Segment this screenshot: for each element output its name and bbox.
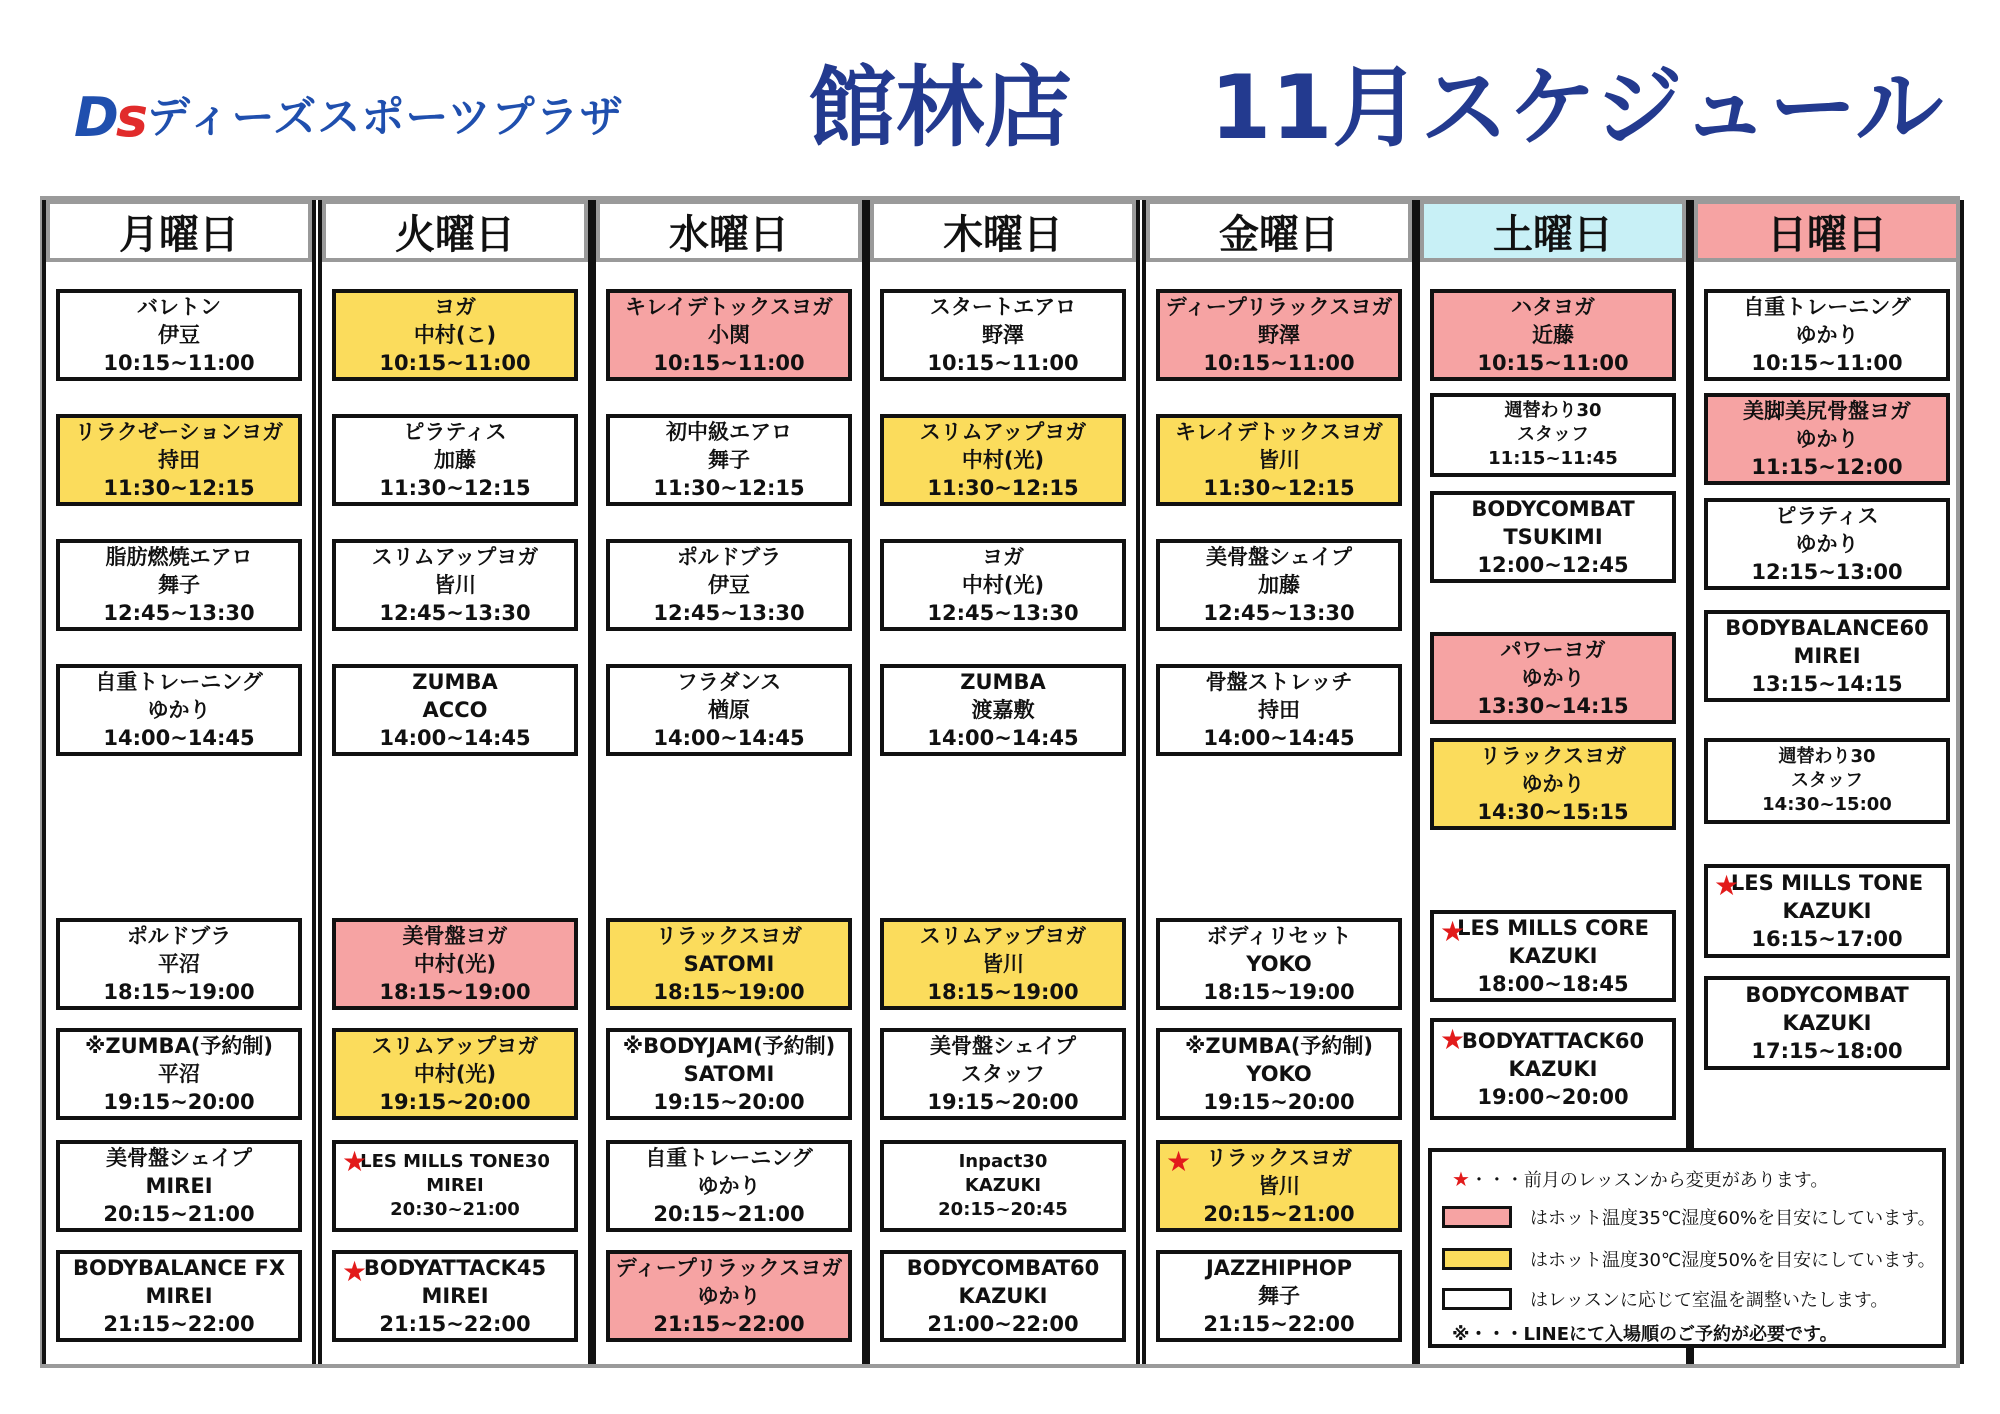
legend-yellow-text: はホット温度30℃湿度50%を目安にしています。: [1530, 1250, 1936, 1271]
lesson-name: BODYCOMBAT60: [906, 1256, 1100, 1280]
lesson-name: リラックスヨガ: [655, 924, 803, 948]
legend-star-text: ・・・前月のレッスンから変更があります。: [1469, 1170, 1829, 1191]
lesson-card: [332, 1250, 578, 1342]
lesson-instructor: 野澤: [1258, 323, 1300, 347]
lesson-time: 20:15~21:00: [1203, 1202, 1355, 1226]
legend-note-text: ※・・・LINEにて入場順のご予約が必要です。: [1452, 1324, 1838, 1345]
lesson-time: 12:45~13:30: [927, 601, 1079, 625]
lesson-instructor: ゆかり: [697, 1174, 761, 1198]
star-icon: ★: [1714, 869, 1740, 902]
lesson-time: 11:30~12:15: [1203, 476, 1355, 500]
lesson-time: 13:15~14:15: [1751, 672, 1903, 696]
lesson-card: [1704, 864, 1950, 958]
lesson-card: [880, 1250, 1126, 1342]
lesson-card: [332, 1028, 578, 1120]
lesson-card: [1704, 393, 1950, 485]
lesson-card: [56, 1250, 302, 1342]
lesson-instructor: スタッフ: [961, 1062, 1045, 1086]
lesson-card: [1704, 498, 1950, 590]
lesson-instructor: スタッフ: [1791, 770, 1863, 791]
lesson-card: [606, 664, 852, 756]
lesson-name: BODYATTACK60: [1461, 1029, 1645, 1053]
lesson-time: 21:15~22:00: [653, 1312, 805, 1336]
legend: [1428, 1148, 1946, 1348]
lesson-instructor: 中村(光): [413, 952, 497, 976]
lesson-name: スリムアップヨガ: [919, 420, 1087, 444]
day-header-wed: 水曜日: [596, 200, 862, 262]
lesson-name: 自重トレーニング: [1743, 295, 1911, 319]
lesson-instructor: 皆川: [982, 952, 1024, 976]
star-icon: ★: [1166, 1145, 1192, 1178]
lesson-card: [1430, 1018, 1676, 1120]
lesson-instructor: MIREI: [145, 1174, 213, 1198]
lesson-instructor: 加藤: [434, 448, 476, 472]
legend-pink-row: [1442, 1204, 1936, 1230]
lesson-time: 12:45~13:30: [379, 601, 531, 625]
lesson-time: 19:15~20:00: [653, 1090, 805, 1114]
lesson-instructor: ACCO: [422, 698, 488, 722]
lesson-instructor: 伊豆: [158, 323, 200, 347]
lesson-card: [1156, 414, 1402, 506]
lesson-instructor: 中村(光): [961, 448, 1045, 472]
lesson-name: ※BODYJAM(予約制): [622, 1034, 836, 1058]
lesson-instructor: 近藤: [1532, 323, 1574, 347]
lesson-time: 14:30~15:00: [1762, 794, 1892, 815]
lesson-instructor: 楢原: [708, 698, 750, 722]
white-swatch: [1442, 1288, 1512, 1310]
lesson-time: 19:15~20:00: [927, 1090, 1079, 1114]
lesson-instructor: KAZUKI: [1782, 899, 1872, 923]
lesson-name: ポルドブラ: [676, 545, 782, 569]
lesson-card: [56, 918, 302, 1010]
lesson-card: [606, 539, 852, 631]
lesson-card: [1156, 1140, 1402, 1232]
lesson-card: [880, 918, 1126, 1010]
lesson-instructor: 舞子: [1258, 1284, 1300, 1308]
legend-yellow-row: [1442, 1246, 1936, 1272]
lesson-instructor: MIREI: [426, 1175, 484, 1196]
lesson-instructor: 皆川: [434, 573, 476, 597]
lesson-name: リラックスヨガ: [1205, 1146, 1353, 1170]
lesson-time: 20:15~21:00: [103, 1202, 255, 1226]
lesson-time: 12:15~13:00: [1751, 560, 1903, 584]
brand-logo: [74, 86, 624, 149]
lesson-instructor: YOKO: [1246, 952, 1312, 976]
lesson-instructor: TSUKIMI: [1503, 525, 1603, 549]
lesson-card: [1156, 664, 1402, 756]
lesson-name: 自重トレーニング: [95, 670, 263, 694]
lesson-card: [1156, 539, 1402, 631]
lesson-name: 自重トレーニング: [645, 1146, 813, 1170]
lesson-instructor: ゆかり: [1795, 323, 1859, 347]
lesson-instructor: 皆川: [1258, 448, 1300, 472]
day-header-tue: 火曜日: [322, 200, 588, 262]
lesson-card: [606, 289, 852, 381]
lesson-time: 12:45~13:30: [653, 601, 805, 625]
lesson-name: ポルドブラ: [126, 924, 232, 948]
lesson-instructor: 中村(こ): [413, 323, 497, 347]
lesson-name: LES MILLS CORE: [1457, 916, 1649, 940]
lesson-name: ピラティス: [403, 420, 507, 444]
lesson-name: スタートエアロ: [929, 295, 1077, 319]
lesson-name: パワーヨガ: [1500, 638, 1606, 662]
lesson-name: BODYBALANCE60: [1725, 616, 1929, 640]
star-icon: ★: [1452, 1167, 1470, 1191]
lesson-name: 美骨盤シェイプ: [930, 1034, 1076, 1058]
star-icon: ★: [342, 1255, 368, 1288]
lesson-instructor: 加藤: [1258, 573, 1300, 597]
store-name: 館林店: [808, 56, 1073, 159]
lesson-instructor: KAZUKI: [1508, 1057, 1598, 1081]
lesson-name: 週替わり30: [1778, 746, 1876, 767]
lesson-time: 18:15~19:00: [927, 980, 1079, 1004]
lesson-instructor: MIREI: [145, 1284, 213, 1308]
lesson-time: 11:30~12:15: [103, 476, 255, 500]
lesson-name: 骨盤ストレッチ: [1205, 670, 1353, 694]
lesson-instructor: 皆川: [1258, 1174, 1300, 1198]
lesson-name: ※ZUMBA(予約制): [84, 1034, 274, 1058]
lesson-instructor: SATOMI: [683, 952, 775, 976]
lesson-instructor: 平沼: [158, 952, 200, 976]
lesson-card: [1430, 289, 1676, 381]
lesson-card: [1430, 393, 1676, 477]
lesson-card: [1704, 976, 1950, 1070]
lesson-time: 19:00~20:00: [1477, 1085, 1629, 1109]
lesson-name: ヨガ: [982, 545, 1024, 569]
day-header-fri: 金曜日: [1146, 200, 1412, 262]
lesson-card: [1704, 610, 1950, 702]
lesson-card: [606, 414, 852, 506]
lesson-name: バレトン: [137, 295, 221, 319]
lesson-instructor: ゆかり: [1795, 427, 1859, 451]
lesson-card: [880, 664, 1126, 756]
page-title: 11月スケジュール: [1210, 56, 1944, 159]
lesson-name: スリムアップヨガ: [371, 1034, 539, 1058]
lesson-name: BODYBALANCE FX: [72, 1256, 286, 1280]
lesson-instructor: 平沼: [158, 1062, 200, 1086]
lesson-time: 14:00~14:45: [379, 726, 531, 750]
legend-pink-text: はホット温度35℃湿度60%を目安にしています。: [1530, 1208, 1936, 1229]
lesson-time: 12:45~13:30: [103, 601, 255, 625]
lesson-card: [880, 1028, 1126, 1120]
lesson-name: 美脚美尻骨盤ヨガ: [1743, 399, 1911, 423]
lesson-card: [1156, 1028, 1402, 1120]
legend-white-text: はレッスンに応じて室温を調整いたします。: [1530, 1290, 1889, 1311]
lesson-instructor: ゆかり: [1521, 666, 1585, 690]
lesson-instructor: 持田: [158, 448, 200, 472]
lesson-card: [1430, 632, 1676, 724]
day-header-thu: 木曜日: [870, 200, 1136, 262]
lesson-card: [56, 1028, 302, 1120]
lesson-time: 14:00~14:45: [103, 726, 255, 750]
lesson-card: [332, 539, 578, 631]
lesson-card: [1704, 738, 1950, 824]
lesson-time: 14:30~15:15: [1477, 800, 1629, 824]
lesson-time: 11:30~12:15: [927, 476, 1079, 500]
lesson-time: 21:15~22:00: [1203, 1312, 1355, 1336]
lesson-name: BODYCOMBAT: [1471, 497, 1635, 521]
pink-swatch: [1442, 1206, 1512, 1228]
lesson-card: [332, 414, 578, 506]
lesson-card: [1430, 738, 1676, 830]
lesson-time: 18:00~18:45: [1477, 972, 1629, 996]
lesson-instructor: YOKO: [1246, 1062, 1312, 1086]
day-header-sun: 日曜日: [1694, 200, 1960, 262]
lesson-name: ヨガ: [434, 295, 476, 319]
lesson-time: 10:15~11:00: [1203, 351, 1355, 375]
lesson-instructor: ゆかり: [147, 698, 211, 722]
lesson-time: 20:15~21:00: [653, 1202, 805, 1226]
lesson-time: 18:15~19:00: [653, 980, 805, 1004]
lesson-name: ディープリラックスヨガ: [615, 1256, 843, 1280]
lesson-instructor: KAZUKI: [964, 1175, 1042, 1196]
lesson-card: [56, 289, 302, 381]
lesson-name: リラクゼーションヨガ: [74, 420, 284, 444]
lesson-name: 美骨盤シェイプ: [106, 1146, 252, 1170]
day-header-sat: 土曜日: [1420, 200, 1686, 262]
lesson-instructor: ゆかり: [697, 1284, 761, 1308]
lesson-card: [56, 664, 302, 756]
lesson-name: スリムアップヨガ: [919, 924, 1087, 948]
lesson-name: Inpact30: [958, 1151, 1048, 1172]
lesson-time: 20:30~21:00: [390, 1199, 520, 1220]
lesson-card: [606, 918, 852, 1010]
lesson-instructor: 中村(光): [413, 1062, 497, 1086]
lesson-time: 10:15~11:00: [103, 351, 255, 375]
lesson-card: [880, 414, 1126, 506]
lesson-card: [56, 414, 302, 506]
lesson-time: 12:45~13:30: [1203, 601, 1355, 625]
lesson-name: ディープリラックスヨガ: [1165, 295, 1393, 319]
lesson-time: 10:15~11:00: [927, 351, 1079, 375]
lesson-name: キレイデトックスヨガ: [625, 295, 833, 319]
lesson-time: 18:15~19:00: [1203, 980, 1355, 1004]
lesson-time: 14:00~14:45: [927, 726, 1079, 750]
lesson-instructor: スタッフ: [1517, 424, 1589, 445]
lesson-card: [1156, 1250, 1402, 1342]
lesson-name: ZUMBA: [412, 670, 498, 694]
lesson-time: 11:30~12:15: [653, 476, 805, 500]
lesson-name: キレイデトックスヨガ: [1175, 420, 1383, 444]
lesson-name: BODYATTACK45: [363, 1256, 547, 1280]
lesson-name: 美骨盤シェイプ: [1206, 545, 1352, 569]
lesson-name: JAZZHIPHOP: [1205, 1256, 1353, 1280]
lesson-instructor: 舞子: [708, 448, 750, 472]
legend-white-row: [1442, 1286, 1888, 1312]
yellow-swatch: [1442, 1248, 1512, 1270]
lesson-name: ZUMBA: [960, 670, 1046, 694]
legend-note-row: [1452, 1320, 1838, 1346]
lesson-instructor: ゆかり: [1521, 772, 1585, 796]
lesson-instructor: 舞子: [158, 573, 200, 597]
lesson-name: LES MILLS TONE: [1730, 871, 1924, 895]
lesson-time: 17:15~18:00: [1751, 1039, 1903, 1063]
lesson-instructor: KAZUKI: [958, 1284, 1048, 1308]
lesson-time: 19:15~20:00: [103, 1090, 255, 1114]
day-header-mon: 月曜日: [46, 200, 312, 262]
lesson-instructor: KAZUKI: [1508, 944, 1598, 968]
lesson-name: 美骨盤ヨガ: [402, 924, 508, 948]
lesson-instructor: ゆかり: [1795, 532, 1859, 556]
lesson-time: 11:15~11:45: [1488, 448, 1618, 469]
lesson-card: [56, 539, 302, 631]
lesson-time: 10:15~11:00: [1751, 351, 1903, 375]
lesson-time: 11:30~12:15: [379, 476, 531, 500]
lesson-card: [332, 664, 578, 756]
lesson-instructor: MIREI: [421, 1284, 489, 1308]
lesson-time: 18:15~19:00: [103, 980, 255, 1004]
lesson-instructor: 渡嘉敷: [971, 698, 1035, 722]
lesson-instructor: MIREI: [1793, 644, 1861, 668]
lesson-card: [1704, 289, 1950, 381]
lesson-time: 16:15~17:00: [1751, 927, 1903, 951]
lesson-time: 10:15~11:00: [1477, 351, 1629, 375]
lesson-name: スリムアップヨガ: [371, 545, 539, 569]
lesson-card: [56, 1140, 302, 1232]
lesson-time: 14:00~14:45: [1203, 726, 1355, 750]
lesson-name: ボディリセット: [1206, 924, 1352, 948]
lesson-time: 10:15~11:00: [653, 351, 805, 375]
lesson-time: 20:15~20:45: [938, 1199, 1068, 1220]
lesson-name: フラダンス: [676, 670, 782, 694]
lesson-card: [606, 1140, 852, 1232]
lesson-name: 週替わり30: [1504, 400, 1602, 421]
lesson-name: BODYCOMBAT: [1745, 983, 1909, 1007]
lesson-time: 13:30~14:15: [1477, 694, 1629, 718]
lesson-instructor: 中村(光): [961, 573, 1045, 597]
legend-star-row: [1452, 1166, 1828, 1192]
lesson-name: リラックスヨガ: [1479, 744, 1627, 768]
lesson-card: [1430, 910, 1676, 1002]
lesson-card: [880, 289, 1126, 381]
lesson-time: 21:00~22:00: [927, 1312, 1079, 1336]
lesson-time: 21:15~22:00: [379, 1312, 531, 1336]
lesson-time: 21:15~22:00: [103, 1312, 255, 1336]
lesson-time: 19:15~20:00: [379, 1090, 531, 1114]
brand-name: ディーズスポーツプラザ: [146, 92, 624, 143]
lesson-card: [880, 539, 1126, 631]
lesson-card: [332, 918, 578, 1010]
lesson-name: ハタヨガ: [1511, 295, 1595, 319]
star-icon: ★: [1440, 915, 1466, 948]
lesson-card: [1430, 491, 1676, 583]
lesson-instructor: KAZUKI: [1782, 1011, 1872, 1035]
lesson-card: [1156, 918, 1402, 1010]
lesson-time: 11:15~12:00: [1751, 455, 1903, 479]
lesson-name: ※ZUMBA(予約制): [1184, 1034, 1374, 1058]
lesson-time: 14:00~14:45: [653, 726, 805, 750]
lesson-name: 脂肪燃焼エアロ: [105, 545, 253, 569]
lesson-time: 12:00~12:45: [1477, 553, 1629, 577]
lesson-instructor: 伊豆: [708, 573, 750, 597]
lesson-card: [880, 1140, 1126, 1232]
star-icon: ★: [342, 1145, 368, 1178]
lesson-instructor: 小関: [708, 323, 750, 347]
lesson-name: LES MILLS TONE30: [360, 1151, 550, 1172]
lesson-card: [606, 1028, 852, 1120]
lesson-time: 19:15~20:00: [1203, 1090, 1355, 1114]
lesson-card: [606, 1250, 852, 1342]
star-icon: ★: [1440, 1023, 1466, 1056]
lesson-instructor: SATOMI: [683, 1062, 775, 1086]
lesson-name: ピラティス: [1775, 504, 1879, 528]
ds-logo-mark: Ds: [74, 86, 145, 149]
lesson-card: [332, 289, 578, 381]
lesson-time: 18:15~19:00: [379, 980, 531, 1004]
lesson-card: [1156, 289, 1402, 381]
lesson-instructor: 野澤: [982, 323, 1024, 347]
lesson-card: [332, 1140, 578, 1232]
lesson-time: 10:15~11:00: [379, 351, 531, 375]
lesson-instructor: 持田: [1258, 698, 1300, 722]
lesson-name: 初中級エアロ: [666, 420, 792, 444]
